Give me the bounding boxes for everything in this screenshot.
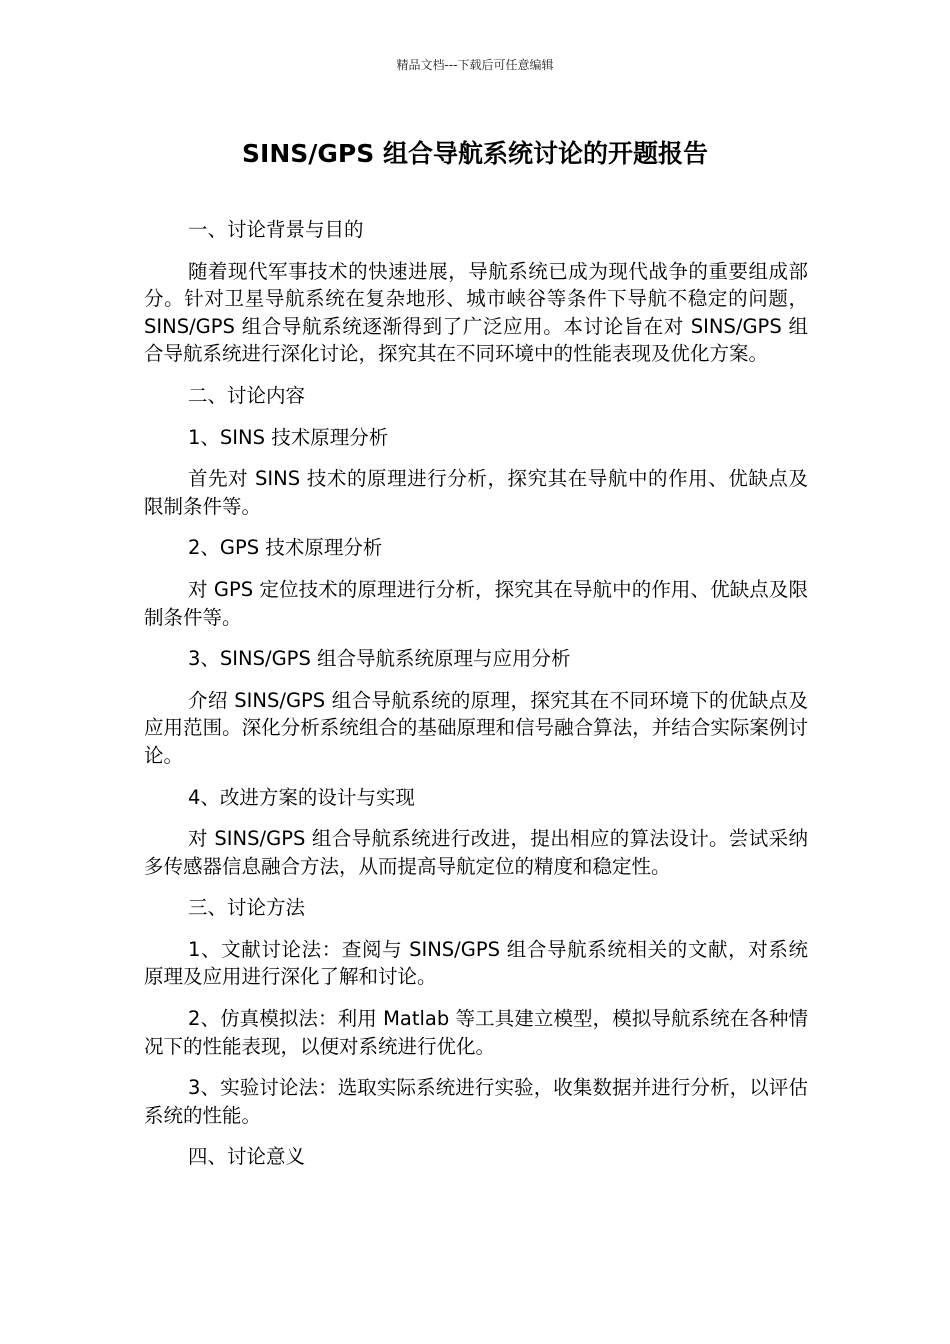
paragraph-gps: 对 GPS 定位技术的原理进行分析，探究其在导航中的作用、优缺点及限制条件等。 bbox=[144, 577, 808, 629]
paragraph-background: 随着现代军事技术的快速进展，导航系统已成为现代战争的重要组成部分。针对卫星导航系统在复杂地形、城市峡谷等条件下导航不稳定的问题，SINS/GPS 组合导航系统逐渐得到了广泛应用。本讨论旨在对 SINS/GPS 组合导航系统进行深化讨论，探究其在不同环境中的性能表现及优化方案。 bbox=[144, 259, 808, 366]
section-heading-background: 一、讨论背景与目的 bbox=[188, 218, 364, 241]
subheading-sins: 1、SINS 技术原理分析 bbox=[188, 425, 389, 449]
section-heading-methods: 三、讨论方法 bbox=[188, 896, 306, 920]
paragraph-method-literature: 1、文献讨论法：查阅与 SINS/GPS 组合导航系统相关的文献，对系统原理及应用进行深化了解和讨论。 bbox=[144, 937, 808, 989]
document-body bbox=[144, 216, 808, 1185]
subheading-integration: 3、SINS/GPS 组合导航系统原理与应用分析 bbox=[188, 647, 571, 671]
section-heading-significance: 四、讨论意义 bbox=[188, 1145, 306, 1169]
section-heading-content: 二、讨论内容 bbox=[188, 383, 306, 407]
paragraph-sins: 首先对 SINS 技术的原理进行分析，探究其在导航中的作用、优缺点及限制条件等。 bbox=[144, 467, 808, 518]
subheading-gps: 2、GPS 技术原理分析 bbox=[188, 536, 383, 560]
paragraph-improvement: 对 SINS/GPS 组合导航系统进行改进，提出相应的算法设计。尝试采纳多传感器信息融合方法，从而提高导航定位的精度和稳定性。 bbox=[144, 827, 808, 878]
paragraph-method-experiment: 3、实验讨论法：选取实际系统进行实验，收集数据并进行分析，以评估系统的性能。 bbox=[144, 1076, 808, 1127]
subheading-improvement: 4、改进方案的设计与实现 bbox=[188, 785, 415, 809]
document-title: SINS/GPS 组合导航系统讨论的开题报告 bbox=[242, 139, 708, 168]
page-header: 精品文档---下载后可任意编辑 bbox=[396, 58, 554, 72]
paragraph-integration: 介绍 SINS/GPS 组合导航系统的原理，探究其在不同环境下的优缺点及应用范围。深化分析系统组合的基础原理和信号融合算法，并结合实际案例讨论。 bbox=[144, 688, 808, 767]
paragraph-method-simulation: 2、仿真模拟法：利用 Matlab 等工具建立模型，模拟导航系统在各种情况下的性能表现，以便对系统进行优化。 bbox=[144, 1007, 808, 1058]
